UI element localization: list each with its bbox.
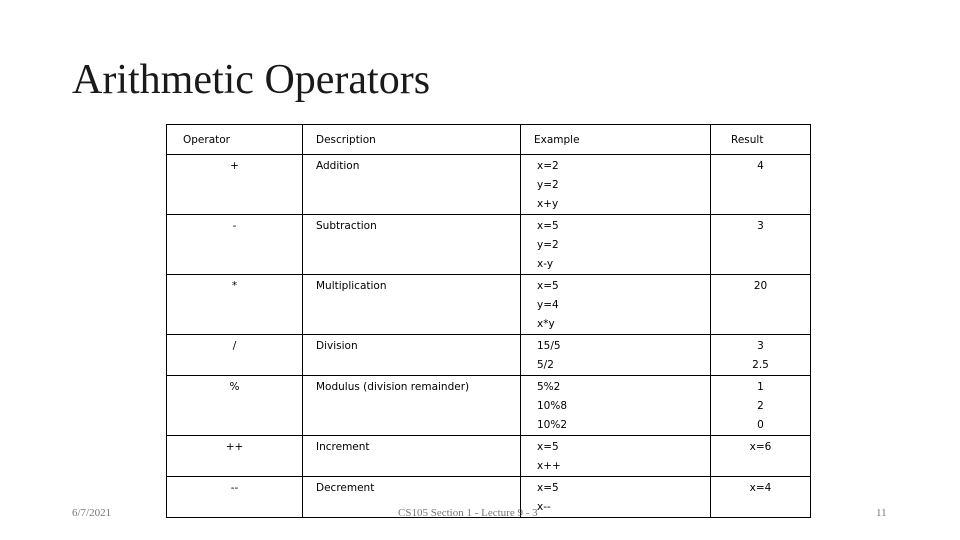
result-line: 2.5 bbox=[752, 359, 769, 371]
result-line: x=4 bbox=[749, 482, 772, 494]
operator-symbol: % bbox=[229, 381, 240, 393]
footer-lecture: CS105 Section 1 - Lecture 9 - 3 bbox=[398, 507, 538, 519]
example-cell bbox=[521, 215, 711, 275]
table-row bbox=[167, 275, 811, 335]
example-line: x=5 bbox=[537, 482, 559, 494]
result-line: 3 bbox=[757, 340, 764, 352]
table-row bbox=[167, 376, 811, 436]
operator-cell bbox=[167, 376, 303, 436]
operator-cell bbox=[167, 275, 303, 335]
operators-table bbox=[166, 124, 811, 518]
result-line: x=6 bbox=[749, 441, 772, 453]
result-line: 20 bbox=[753, 280, 768, 292]
result-cell bbox=[711, 436, 811, 477]
result-cell bbox=[711, 215, 811, 275]
header-operator: Operator bbox=[167, 125, 303, 155]
description-text: Subtraction bbox=[316, 220, 377, 232]
result-line: 4 bbox=[757, 160, 764, 172]
table-body bbox=[167, 155, 811, 518]
description-cell bbox=[303, 376, 521, 436]
result-cell bbox=[711, 275, 811, 335]
table-row bbox=[167, 335, 811, 376]
example-line: 5/2 bbox=[537, 359, 554, 371]
example-line: 10%8 bbox=[537, 400, 568, 412]
example-cell bbox=[521, 335, 711, 376]
example-line: x=5 bbox=[537, 280, 559, 292]
footer-date: 6/7/2021 bbox=[72, 507, 112, 519]
table-row bbox=[167, 215, 811, 275]
example-line: 15/5 bbox=[537, 340, 561, 352]
header-result: Result bbox=[711, 125, 811, 155]
example-line: x++ bbox=[537, 460, 561, 472]
description-text: Addition bbox=[316, 160, 360, 172]
result-cell bbox=[711, 376, 811, 436]
description-text: Modulus (division remainder) bbox=[316, 381, 470, 393]
example-line: x*y bbox=[537, 318, 555, 330]
example-line: x-y bbox=[537, 258, 554, 270]
example-line: y=2 bbox=[537, 239, 559, 251]
header-example: Example bbox=[521, 125, 711, 155]
example-line: y=2 bbox=[537, 179, 559, 191]
operator-symbol: - bbox=[232, 220, 237, 232]
result-line: 2 bbox=[757, 400, 764, 412]
operator-symbol: / bbox=[232, 340, 237, 352]
example-line: y=4 bbox=[537, 299, 559, 311]
table-row bbox=[167, 436, 811, 477]
example-line: x=5 bbox=[537, 441, 559, 453]
description-text: Increment bbox=[316, 441, 370, 453]
description-text: Multiplication bbox=[316, 280, 387, 292]
example-cell bbox=[521, 275, 711, 335]
example-cell bbox=[521, 155, 711, 215]
description-text: Division bbox=[316, 340, 358, 352]
result-cell bbox=[711, 155, 811, 215]
table-row bbox=[167, 155, 811, 215]
result-line: 1 bbox=[757, 381, 764, 393]
example-line: x-- bbox=[537, 501, 551, 513]
example-cell bbox=[521, 436, 711, 477]
description-cell bbox=[303, 436, 521, 477]
operator-cell bbox=[167, 155, 303, 215]
slide-title: Arithmetic Operators bbox=[72, 57, 431, 103]
operator-symbol: ++ bbox=[225, 441, 244, 453]
operator-cell bbox=[167, 335, 303, 376]
example-line: 5%2 bbox=[537, 381, 561, 393]
result-line: 0 bbox=[757, 419, 764, 431]
description-cell bbox=[303, 335, 521, 376]
operator-cell bbox=[167, 215, 303, 275]
description-text: Decrement bbox=[316, 482, 375, 494]
result-cell bbox=[711, 477, 811, 518]
example-line: x=5 bbox=[537, 220, 559, 232]
result-line: 3 bbox=[757, 220, 764, 232]
operator-symbol: * bbox=[231, 280, 238, 292]
page-number: 11 bbox=[876, 507, 887, 519]
example-line: x+y bbox=[537, 198, 559, 210]
table-header-row bbox=[167, 125, 811, 155]
operator-symbol: + bbox=[230, 160, 239, 172]
example-cell bbox=[521, 376, 711, 436]
example-line: x=2 bbox=[537, 160, 559, 172]
description-cell bbox=[303, 215, 521, 275]
operator-cell bbox=[167, 477, 303, 518]
operator-cell bbox=[167, 436, 303, 477]
example-cell bbox=[521, 477, 711, 518]
description-cell bbox=[303, 155, 521, 215]
header-description: Description bbox=[303, 125, 521, 155]
operator-symbol: -- bbox=[230, 482, 239, 494]
description-cell bbox=[303, 275, 521, 335]
result-cell bbox=[711, 335, 811, 376]
example-line: 10%2 bbox=[537, 419, 568, 431]
